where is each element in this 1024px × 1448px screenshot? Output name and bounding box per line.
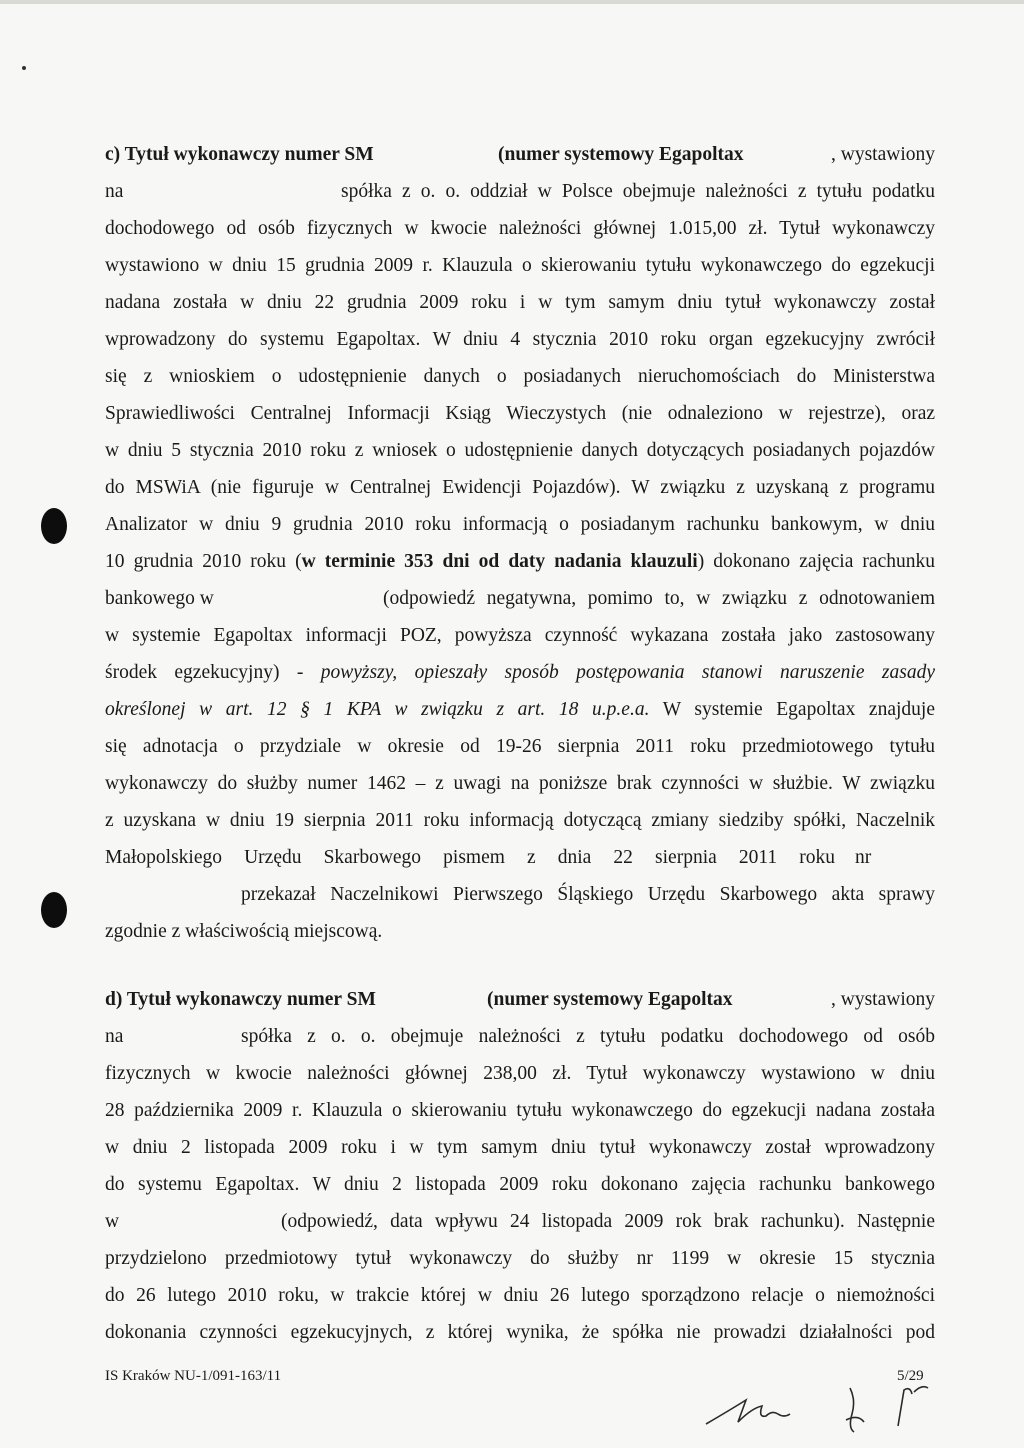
legal-reference: określonej w art. 12 § 1 KPA w związku z art. 18 u.p.e.a.: [105, 699, 650, 720]
section-d-line-5: w dniu 2 listopada 2009 roku i w tym samym dniu tytuł wykonawczy został wprowadzony: [105, 1137, 935, 1158]
section-c-line-3: dochodowego od osób fizycznych w kwocie należności głównej 1.015,00 zł. Tytuł wykonawczy: [105, 218, 935, 239]
scan-speck: [22, 66, 26, 70]
section-c-line-22: zgodnie z właściwością miejscową.: [105, 921, 383, 942]
section-c-line-19: z uzyskana w dniu 19 sierpnia 2011 roku informacją dotyczącą zmiany siedziby spółki, Naczelnik: [105, 810, 935, 831]
section-c-line-14: w systemie Egapoltax informacji POZ, powyższa czynność wykazana została jako zastosowany: [105, 625, 935, 646]
handwritten-initials-signature: [700, 1370, 960, 1440]
section-c-line-8: Sprawiedliwości Centralnej Informacji Ksiąg Wieczystych (nie odnaleziono w rejestrze), oraz: [105, 403, 935, 424]
section-d-line-9: do 26 lutego 2010 roku, w trakcie której w dniu 26 lutego sporządzono relacje o niemożności: [105, 1285, 935, 1306]
section-c-line-18: wykonawczy do służby numer 1462 – z uwagi na poniższe brak czynności w służbie. W związku: [105, 773, 935, 794]
section-c-line-11: Analizator w dniu 9 grudnia 2010 roku informacją o posiadanym rachunku bankowym, w dniu: [105, 514, 935, 535]
section-d-line-8: przydzielono przedmiotowy tytuł wykonawczy do służby nr 1199 w okresie 15 stycznia: [105, 1248, 935, 1269]
section-d-line-3: fizycznych w kwocie należności głównej 238,00 zł. Tytuł wykonawczy wystawiono w dniu: [105, 1063, 935, 1084]
deadline-emphasis: w terminie 353 dni od daty nadania klauzuli: [301, 551, 698, 572]
section-c-line-10: do MSWiA (nie figuruje w Centralnej Ewidencji Pojazdów). W związku z uzyskaną z programu: [105, 477, 935, 498]
legal-assessment: powyższy, opieszały sposób postępowania stanowi naruszenie zasady: [320, 662, 935, 683]
section-c-line-6: wprowadzony do systemu Egapoltax. W dniu 4 stycznia 2010 roku organ egzekucyjny zwrócił: [105, 329, 935, 350]
document-page: c) Tytuł wykonawczy numer SM (numer systemowy Egapoltax , wystawiony na spółka z o. o. oddział w Polsce obejmuje należności z tytułu podatku dochodowego od osób fizycznych w kwocie należności głównej 1.015,00 zł. Tytuł wykonawczy wystawiono w dniu 15 grudnia 2009 r. Klauzula o skierowaniu tytułu wykonawczego do egzekucji nadana została w dniu 22 grudnia 2009 roku i w tym samym dniu tytuł wykonawczy został wprowadzony do systemu Egapoltax. W dniu 4 stycznia 2010 roku organ egzekucyjny zwrócił się z wnioskiem o udostępnienie danych o posiadanych nieruchomościach do Ministerstwa Sprawiedliwości Centralnej Informacji Ksiąg Wieczystych (nie odnaleziono w rejestrze), oraz w dniu 5 stycznia 2010 roku z wniosek o udostępnienie danych dotyczących posiadanych pojazdów do MSWiA (nie figuruje w Centralnej Ewidencji Pojazdów). W związku z uzyskaną z programu Analizator w dniu 9 grudnia 2010 roku informacją o posiadanym rachunku bankowym, w dniu 10 grudnia 2010 roku (w terminie 353 dni od daty nadania klauzuli) dokonano zajęcia rachunku bankowego w (odpowiedź negatywna, pomimo to, w związku z odnotowaniem w systemie Egapoltax informacji POZ, powyższa czynność wykazana została jako zastosowany środek egzekucyjny) - powyższy, opieszały sposób postępowania stanowi naruszenie zasady określonej w art. 12 § 1 KPA w związku z art. 18 u.p.e.a. W systemie Egapoltax znajduje się adnotacja o przydziale w okresie od 19-26 sierpnia 2011 roku przedmiotowego tytułu wykonawczy do służby numer 1462 – z uwagi na poniższe brak czynności w służbie. W związku z uzyskana w dniu 19 sierpnia 2011 roku informacją dotyczącą zmiany siedziby spółki, Naczelnik Małopolskiego Urzędu Skarbowego pismem z dnia 22 sierpnia 2011 roku nr przekazał Naczelnikowi Pierwszego Śląskiego Urzędu Skarbowego akta sprawy zgodnie z właściwością miejscową. d) Tytuł wykonawczy numer SM (numer systemowy Egapoltax , wystawiony na spółka z o. o. obejmuje należności z tytułu podatku dochodowego od osób fizycznych w kwocie należności głównej 238,00 zł. Tytuł wykonawczy wystawiono w dniu 28 października 2009 r. Klauzula o skierowaniu tytułu wykonawczego do egzekucji nadana została w dniu 2 listopada 2009 roku i w tym samym dniu tytuł wykonawczy został wprowadzony do systemu Egapoltax. W dniu 2 listopada 2009 roku dokonano zajęcia rachunku bankowego w (odpowiedź, data wpływu 24 listopada 2009 rok brak rachunku). Następnie przydzielono przedmiotowy tytuł wykonawczy do służby nr 1199 w okresie 15 stycznia do 26 lutego 2010 roku, w trakcie której w dniu 26 lutego sporządzono relacje o niemożności dokonania czynności egzekucyjnych, z której wynika, że spółka nie prowadzi działalności pod IS Kraków NU-1/091-163/11 5/29: [0, 0, 1024, 1448]
section-c-line-16: określonej w art. 12 § 1 KPA w związku z art. 18 u.p.e.a. W systemie Egapoltax znajduje: [105, 699, 935, 720]
section-d-line-4: 28 października 2009 r. Klauzula o skierowaniu tytułu wykonawczego do egzekucji nadana została: [105, 1100, 935, 1121]
punch-hole-bottom: [41, 892, 67, 928]
section-c-line-5: nadana została w dniu 22 grudnia 2009 roku i w tym samym dniu tytuł wykonawczy został: [105, 292, 935, 313]
footer-reference: IS Kraków NU-1/091-163/11: [105, 1368, 282, 1384]
section-c-line-7: się z wnioskiem o udostępnienie danych o posiadanych nieruchomościach do Ministerstwa: [105, 366, 935, 387]
section-c-line-12: 10 grudnia 2010 roku (w terminie 353 dni od daty nadania klauzuli) dokonano zajęcia rachunku: [105, 551, 935, 572]
punch-hole-top: [41, 508, 67, 544]
section-d-line-6: do systemu Egapoltax. W dniu 2 listopada 2009 roku dokonano zajęcia rachunku bankowego: [105, 1174, 935, 1195]
section-c-line-9: w dniu 5 stycznia 2010 roku z wniosek o udostępnienie danych dotyczących posiadanych pojazdów: [105, 440, 935, 461]
section-c-line-15: środek egzekucyjny) - powyższy, opieszały sposób postępowania stanowi naruszenie zasady: [105, 662, 935, 683]
scan-edge: [0, 0, 1024, 4]
footer-page-number: 5/29: [897, 1368, 924, 1384]
section-c-line-17: się adnotacja o przydziale w okresie od 19-26 sierpnia 2011 roku przedmiotowego tytułu: [105, 736, 935, 757]
section-d-line-10: dokonania czynności egzekucyjnych, z której wynika, że spółka nie prowadzi działalności pod: [105, 1322, 935, 1343]
section-c-line-4: wystawiono w dniu 15 grudnia 2009 r. Klauzula o skierowaniu tytułu wykonawczego do egzekucji: [105, 255, 935, 276]
